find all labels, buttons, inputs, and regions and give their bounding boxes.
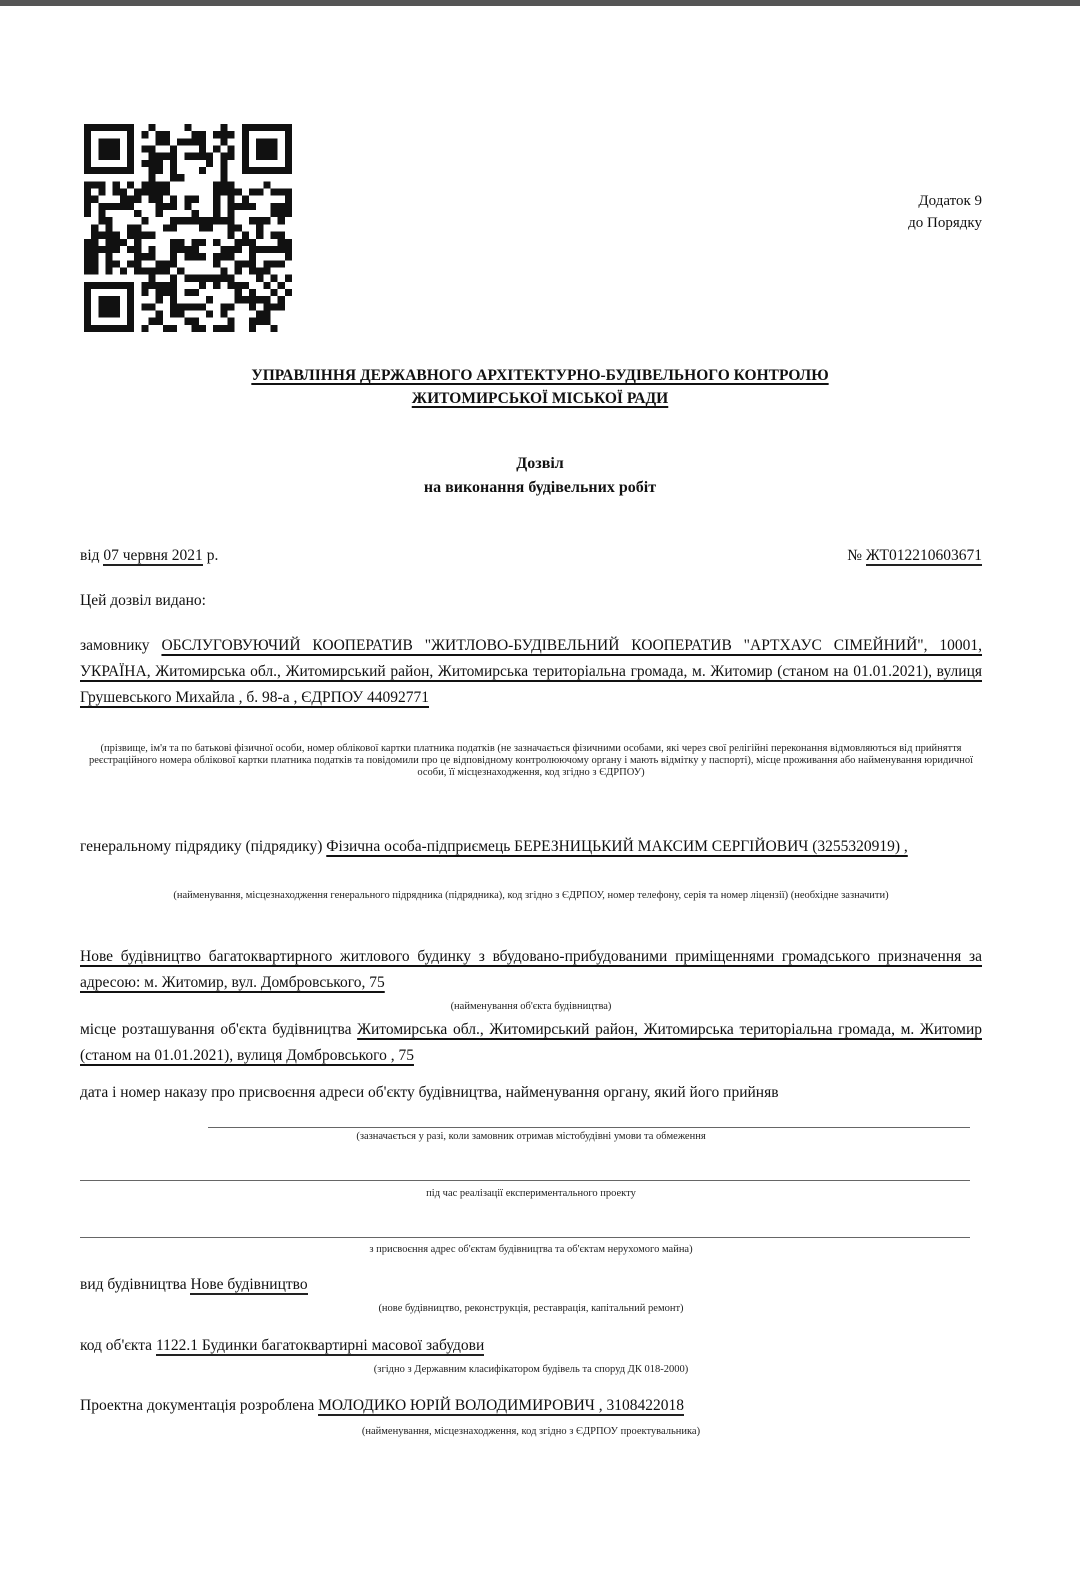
contractor-block — [80, 834, 982, 860]
project-note: (найменування, місцезнаходження, код згідно з ЄДРПОУ проектувальника) — [361, 1426, 701, 1437]
construction-type-label: вид будівництва — [80, 1276, 187, 1293]
location-value: Житомирська обл., Житомирський район, Житомирська територіальна громада, м. Житомир (станом на 01.01.2021), вулиця Домбровського , 75 — [80, 1021, 982, 1064]
contractor-value: Фізична особа-підприємець БЕРЕЗНИЦЬКИЙ МАКСИМ СЕРГІЙОВИЧ (3255320919) , — [326, 838, 908, 855]
permit-number-value: ЖТ012210603671 — [865, 547, 982, 564]
address-order-block — [80, 1080, 982, 1106]
address-order-note-1: (зазначається у разі, коли замовник отримав містобудівні умови та обмеження — [356, 1131, 706, 1142]
customer-label: замовнику — [80, 637, 150, 654]
object-code-note: (згідно з Державним класифікатором будівель та споруд ДК 018-2000) — [373, 1364, 689, 1375]
contractor-label: генеральному підрядику (підрядику) — [80, 838, 323, 855]
customer-value: ОБСЛУГОВУЮЧИЙ КООПЕРАТИВ "ЖИТЛОВО-БУДІВЕЛЬНИЙ КООПЕРАТИВ "АРТХАУС СІМЕЙНИЙ", 10001, УКРАЇНА, Житомирська обл., Житомирський район, Житомирська територіальна громада, м. Житомир (станом на 01.01.2021), вулиця Грушевського Михайла , б. 98-а , ЄДРПОУ 44092771 — [80, 637, 982, 706]
issue-date: від 07 червня 2021 р. — [80, 547, 219, 564]
permit-number: № ЖТ012210603671 — [847, 547, 982, 564]
authority-line-2: ЖИТОМИРСЬКОЇ МІСЬКОЇ РАДИ — [411, 390, 669, 407]
object-block — [80, 944, 982, 996]
customer-note: (прізвище, ім'я та по батькові фізичної особи, номер облікової картки платника податків (не зазначається фізичними особами, які через свої релігійні переконання відмовляються від прийняття реєстраційного номера облікової картки платника податків та повідомили про це відповідному контролюючому органу і мають відмітку у паспорті), місце проживання або найменування юридичної особи, її місцезнаходження, код згідно з ЄДРПОУ) — [88, 743, 974, 778]
customer-block — [80, 633, 982, 711]
viewer-top-border — [0, 0, 1080, 6]
object-code — [80, 1333, 484, 1359]
object-code-value: 1122.1 Будинки багатоквартирні масової забудови — [155, 1337, 485, 1354]
project-documentation — [80, 1393, 684, 1419]
title-sub: на виконання будівельних робіт — [423, 479, 657, 496]
annex-number: Додаток 9 — [918, 193, 982, 209]
authority-line-1: УПРАВЛІННЯ ДЕРЖАВНОГО АРХІТЕКТУРНО-БУДІВЕЛЬНОГО КОНТРОЛЮ — [251, 367, 829, 384]
location-label: місце розташування об'єкта будівництва — [80, 1021, 352, 1038]
address-order-line — [208, 1127, 970, 1128]
construction-type-note: (нове будівництво, реконструкція, реставрація, капітальний ремонт) — [378, 1303, 684, 1314]
blank-line-3 — [80, 1237, 970, 1238]
issued-label: Цей дозвіл видано: — [80, 592, 206, 609]
object-code-label: код об'єкта — [80, 1337, 153, 1354]
issuing-authority — [80, 364, 1000, 410]
issue-date-value: 07 червня 2021 — [103, 547, 203, 564]
qr-code — [84, 124, 292, 332]
address-order-note-2: під час реалізації експериментального проекту — [426, 1188, 636, 1199]
construction-type — [80, 1272, 308, 1298]
address-order-note-3: з присвоєння адрес об'єктам будівництва та об'єктам нерухомого майна) — [369, 1244, 693, 1255]
project-label: Проектна документація розроблена — [80, 1397, 315, 1414]
construction-type-value: Нове будівництво — [190, 1276, 308, 1293]
annex-order: до Порядку — [908, 215, 982, 231]
contractor-note: (найменування, місцезнаходження генерального підрядника (підрядника), код згідно з ЄДРПОУ, номер телефону, серія та номер ліцензії) (необхідне зазначити) — [173, 890, 889, 901]
object-note: (найменування об'єкта будівництва) — [450, 1001, 612, 1012]
object-value: Нове будівництво багатоквартирного житлового будинку з вбудовано-прибудованими приміщеннями громадського призначення за адресою: м. Житомир, вул. Домбровського, 75 — [80, 948, 982, 991]
blank-line-2 — [80, 1180, 970, 1181]
annex-reference — [908, 190, 982, 234]
project-value: МОЛОДИКО ЮРІЙ ВОЛОДИМИРОВИЧ , 3108422018 — [318, 1397, 685, 1414]
title-main: Дозвіл — [516, 455, 564, 472]
document-title — [80, 452, 1000, 500]
location-block — [80, 1017, 982, 1069]
address-order-text: дата і номер наказу про присвоєння адреси об'єкту будівництва, найменування органу, який його прийняв — [80, 1084, 779, 1101]
